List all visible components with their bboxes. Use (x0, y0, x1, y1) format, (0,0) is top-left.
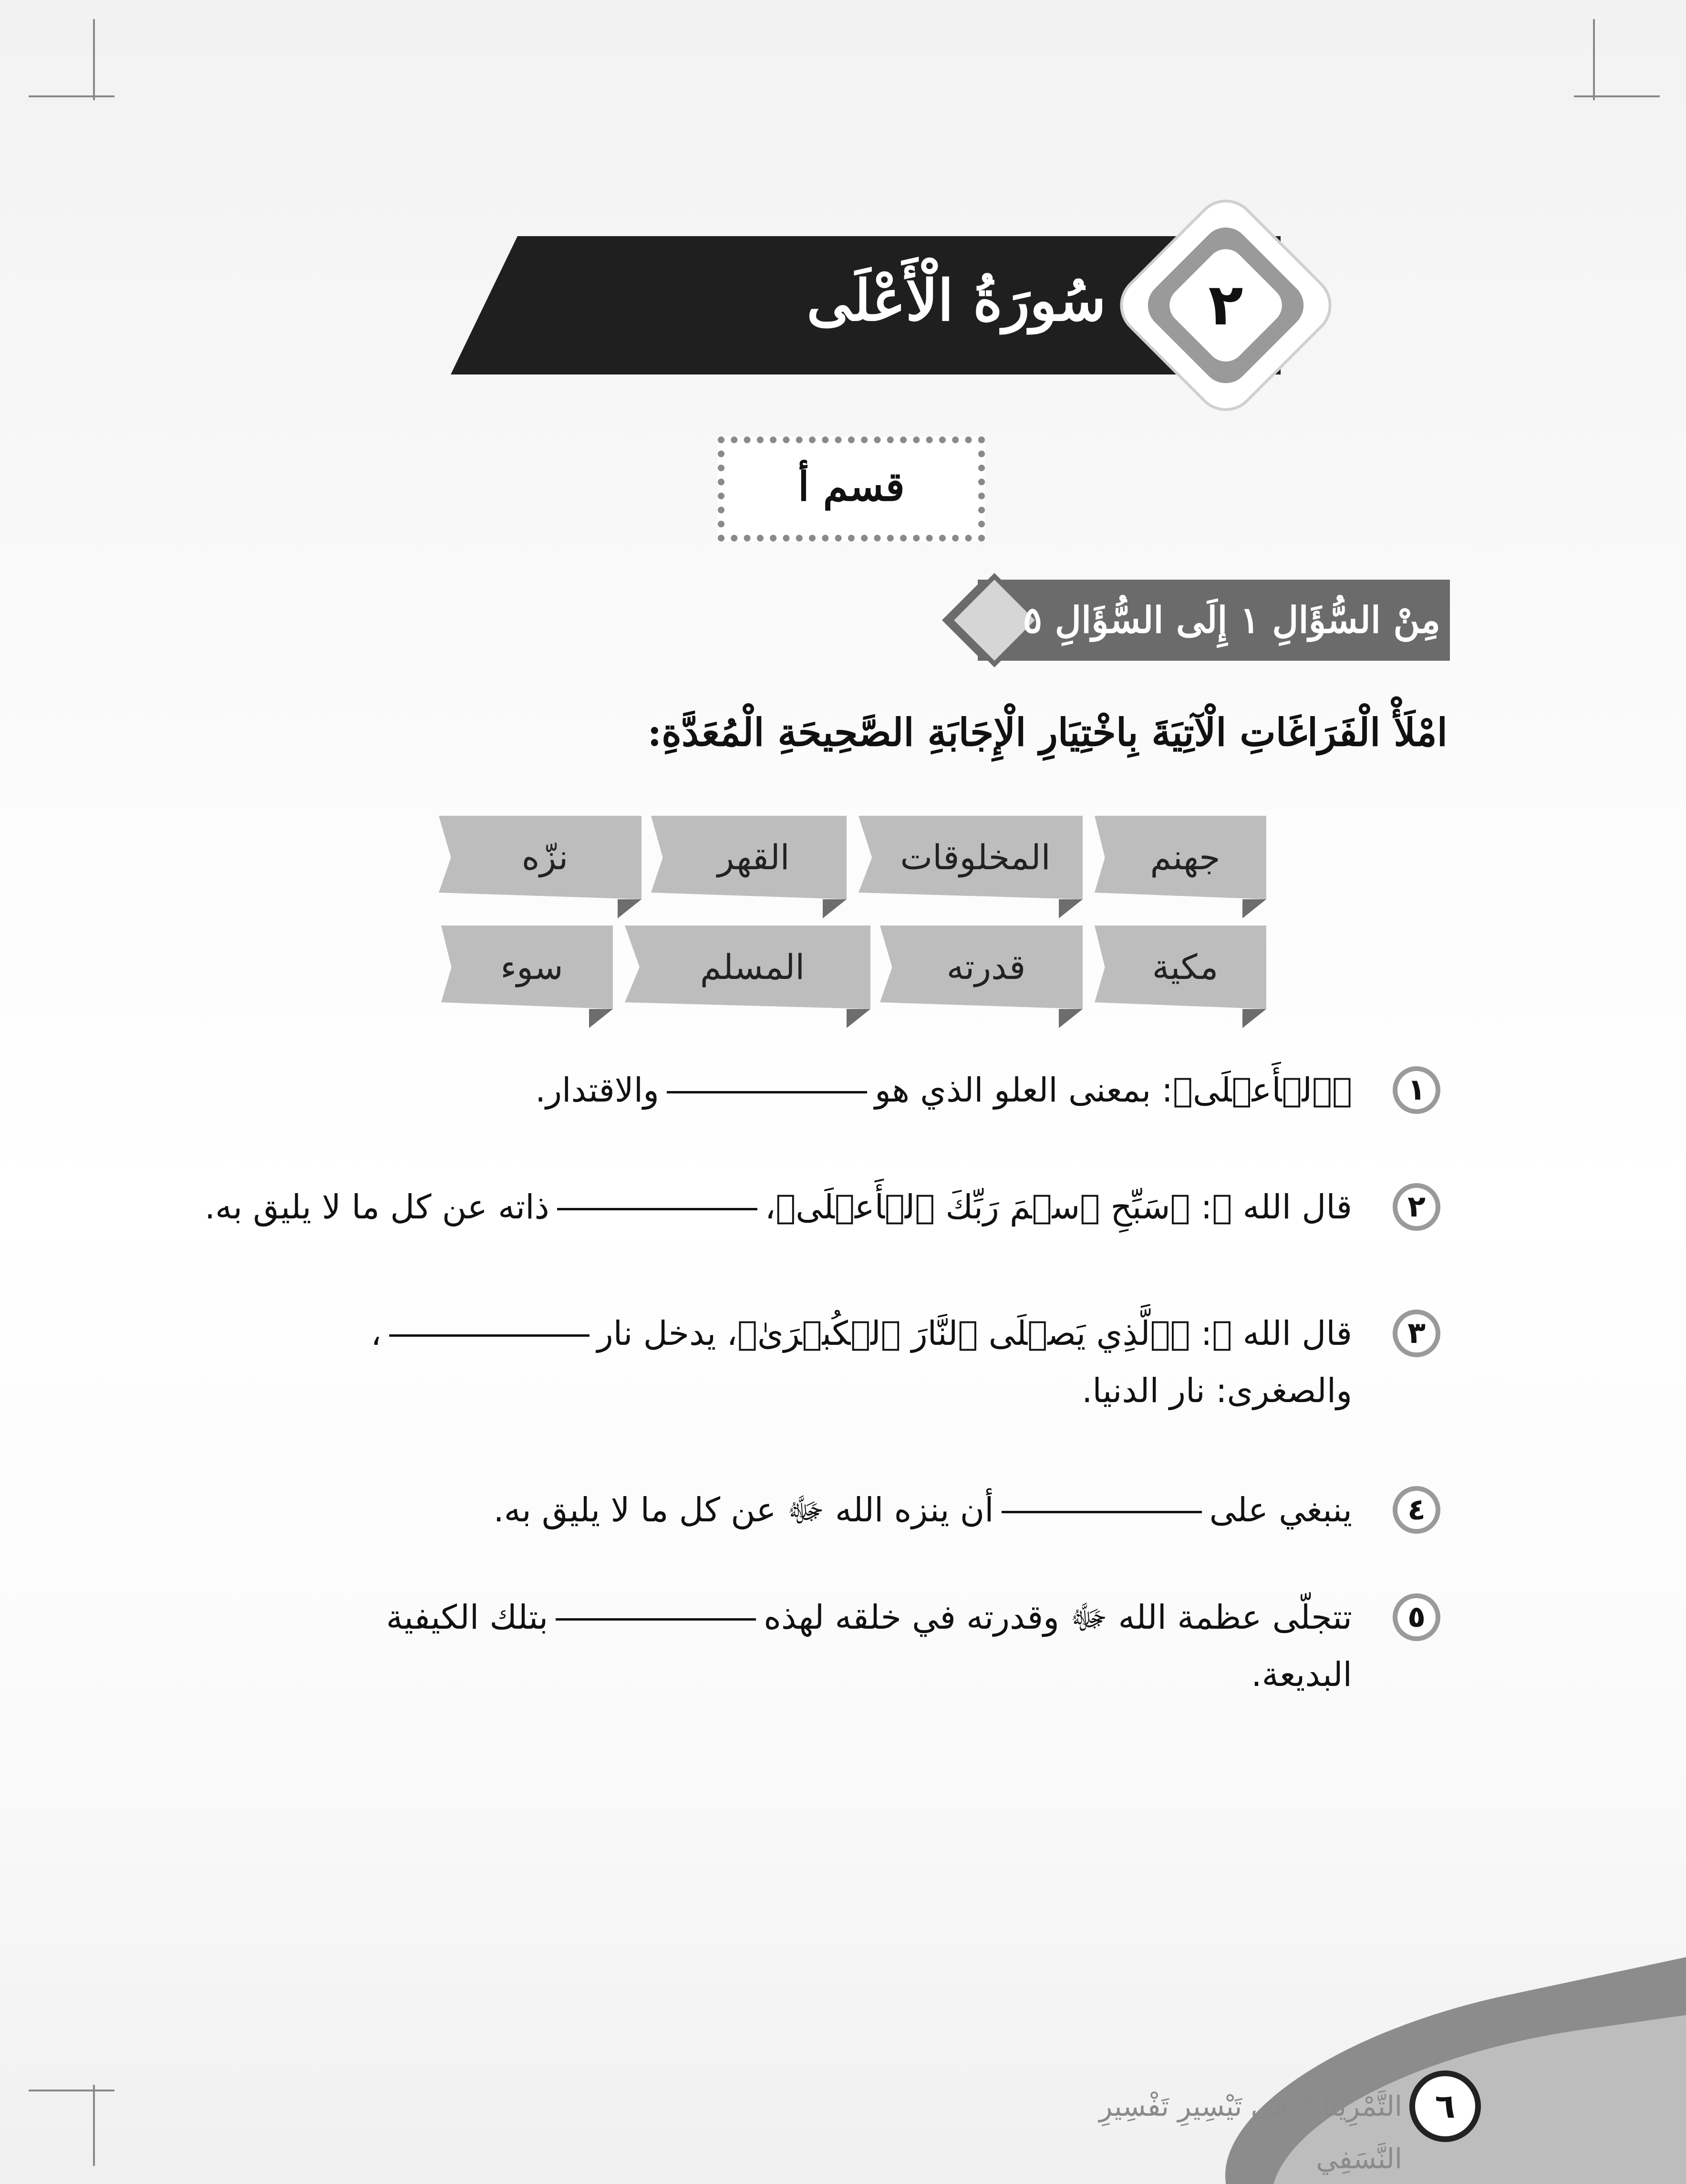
question-text: والاقتدار. (535, 1071, 659, 1110)
answer-blank[interactable] (389, 1334, 590, 1337)
chip-fold (589, 1009, 613, 1028)
question-5 (160, 1589, 1352, 1703)
question-text: ذاته عن كل ما لا يليق به. (205, 1187, 549, 1227)
question-3 (160, 1305, 1352, 1419)
word-chip-label: المخلوقات (900, 837, 1051, 877)
question-text: ينبغي على (1209, 1490, 1352, 1529)
answer-blank[interactable] (557, 1208, 757, 1210)
word-chip-label: مكية (1152, 947, 1219, 987)
word-chip-label: المسلم (700, 947, 805, 987)
question-text: ، (371, 1314, 382, 1353)
answer-blank[interactable] (556, 1618, 756, 1621)
question-number: ١ (1393, 1066, 1440, 1114)
crop-mark (93, 2085, 95, 2166)
word-chip-label: جهنم (1150, 837, 1221, 877)
question-1 (160, 1061, 1352, 1119)
chip-fold (847, 1009, 870, 1028)
question-text: أن ينزه الله ﷻ عن كل ما لا يليق به. (493, 1490, 994, 1529)
section-label: قسم أ (798, 463, 905, 510)
question-text: البديعة. (1251, 1655, 1352, 1694)
word-chip-label: قدرته (946, 947, 1026, 987)
chip-fold (1242, 899, 1266, 918)
question-2 (160, 1178, 1352, 1236)
instruction-text: امْلَأْ الْفَرَاغَاتِ الْآتِيَةَ بِاخْتِيَارِ الْإِجَابَةِ الصَّحِيحَةِ الْمُعَدَّةِ: (647, 710, 1448, 755)
question-range-label: مِنْ السُّؤَالِ ١ إِلَى السُّؤَالِ ٥ (1023, 599, 1440, 641)
crop-mark (1593, 19, 1595, 100)
answer-blank[interactable] (1002, 1511, 1202, 1513)
lesson-number: ٢ (1208, 272, 1243, 338)
question-text: ﴿ٱلۡأَعۡلَى﴾: بمعنى العلو الذي هو (874, 1071, 1352, 1110)
question-number: ٢ (1393, 1183, 1440, 1231)
chip-fold (823, 899, 847, 918)
crop-mark (29, 2090, 114, 2091)
book-title: التَّمْرِينَاتُ فِي تَيْسِيرِ تَفْسِيرِ النَّسَفِي (1099, 2090, 1402, 2175)
chip-fold (618, 899, 641, 918)
word-chip-label: سوء (500, 947, 563, 987)
word-chip-label: القهر (717, 837, 790, 877)
chip-fold (1059, 1009, 1083, 1028)
answer-blank[interactable] (667, 1091, 867, 1093)
surah-title: سُورَةُ الْأَعْلَى (807, 267, 1106, 333)
question-text: قال الله ﷻ: ﴿سَبِّحِ ٱسۡمَ رَبِّكَ ٱلۡأَعۡلَى﴾، (765, 1187, 1352, 1227)
page-number: ٦ (1409, 2070, 1481, 2142)
chip-fold (1242, 1009, 1266, 1028)
question-text: تتجلّى عظمة الله ﷻ وقدرته في خلقه لهذه (764, 1598, 1352, 1637)
question-text: بتلك الكيفية (386, 1598, 548, 1637)
question-number: ٤ (1393, 1486, 1440, 1534)
question-text: قال الله ﷻ: ﴿ٱلَّذِي يَصۡلَى ٱلنَّارَ ٱلۡكُبۡرَىٰ﴾، يدخل نار (597, 1314, 1352, 1353)
question-number: ٣ (1393, 1310, 1440, 1357)
chip-fold (1059, 899, 1083, 918)
crop-mark (93, 19, 95, 100)
word-chip-label: نزّه (521, 837, 569, 877)
question-4 (160, 1481, 1352, 1539)
question-text: والصغرى: نار الدنيا. (1082, 1371, 1352, 1410)
crop-mark (1574, 95, 1660, 97)
question-number: ٥ (1393, 1593, 1440, 1641)
crop-mark (29, 95, 114, 97)
